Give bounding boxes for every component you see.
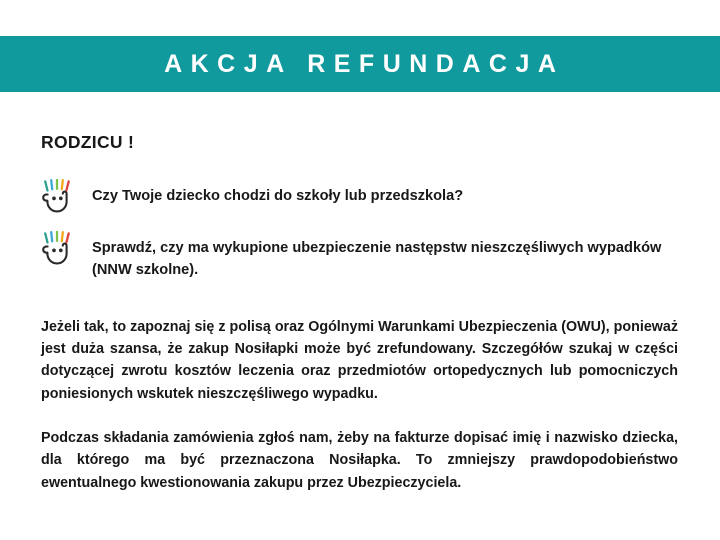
header-banner (0, 36, 720, 92)
content-area (41, 132, 681, 494)
list-item (41, 233, 681, 282)
paragraph-invoice-info: Podczas składania zamówienia zgłoś nam, żeby na fakturze dopisać imię i nazwisko dziecka, dla którego ma być przeznaczona Nosiłapka. To zmniejszy prawdopodobieństwo ewentualnego kwestionowania zakupu przez Ubezpieczyciela. (41, 429, 678, 491)
hand-smiley-icon (41, 179, 73, 213)
page-title: AKCJA REFUNDACJA (164, 49, 565, 78)
question-list (41, 181, 681, 282)
list-item (41, 181, 681, 213)
paragraph-refund-info: Jeżeli tak, to zapoznaj się z polisą oraz Ogólnymi Warunkami Ubezpieczenia (OWU), ponieważ jest duża szansa, że zakup Nosiłapki może być zrefundowany. Szczegółów szukaj w części dotyczącej zwrotu kosztów leczenia oraz przedmiotów ortopedycznych lub pomocniczych poniesionych wskutek nieszczęśliwego wypadku. (41, 318, 678, 402)
body-paragraphs (41, 316, 681, 494)
question-text: Sprawdź, czy ma wykupione ubezpieczenie następstw nieszczęśliwych wypadków (NNW szkolne). (92, 240, 662, 278)
question-text: Czy Twoje dziecko chodzi do szkoły lub przedszkola? (92, 188, 464, 204)
hand-smiley-icon (41, 231, 73, 265)
salutation-heading: RODZICU ! (41, 132, 135, 152)
